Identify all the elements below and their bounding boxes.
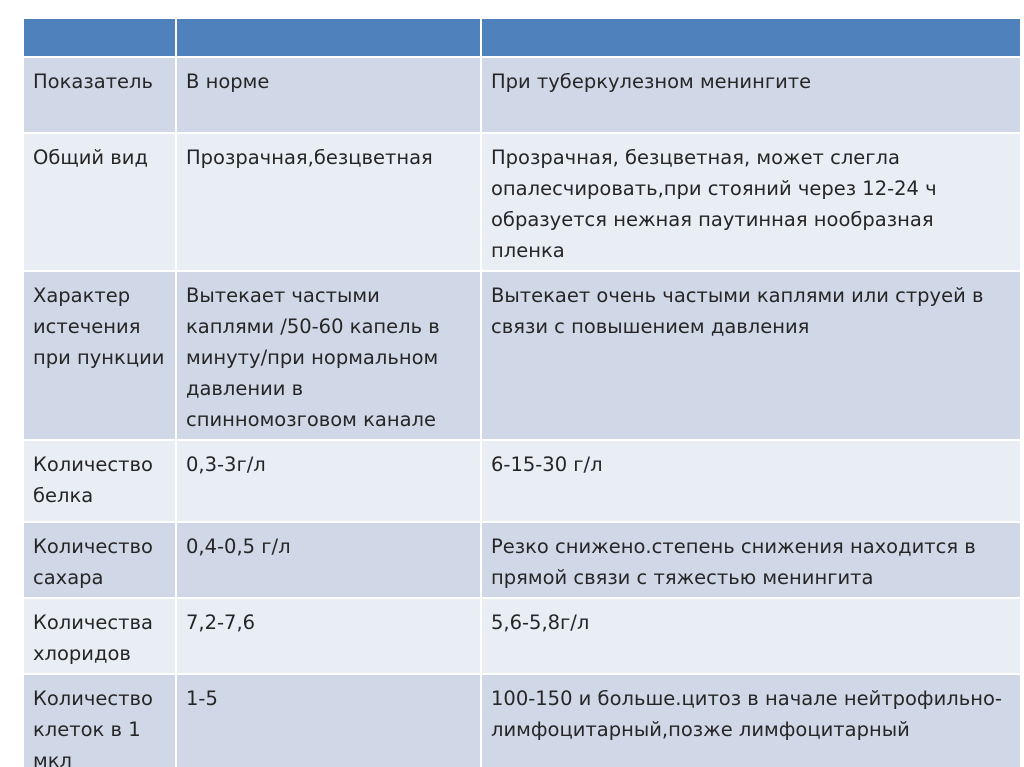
norm-cell: 0,4-0,5 г/л — [176, 522, 481, 598]
indicator-cell: Количество сахара — [23, 522, 176, 598]
norm-cell: 1-5 — [176, 674, 481, 767]
indicator-cell: Показатель — [23, 57, 176, 133]
meningitis-cell: Вытекает очень частыми каплями или струей в связи с повышением давления — [481, 271, 1021, 440]
meningitis-cell: Прозрачная, безцветная, может слегла опалесчировать,при стояний через 12-24 ч образуется нежная паутинная нообразная пленка — [481, 133, 1021, 271]
header-cell — [23, 18, 176, 57]
table-row — [23, 440, 1021, 522]
norm-cell: 0,3-3г/л — [176, 440, 481, 522]
meningitis-cell: 6-15-30 г/л — [481, 440, 1021, 522]
table-header-row — [23, 18, 1021, 57]
header-cell — [176, 18, 481, 57]
table-row — [23, 674, 1021, 767]
indicator-cell: Характер истечения при пункции — [23, 271, 176, 440]
header-cell — [481, 18, 1021, 57]
norm-cell: 7,2-7,6 — [176, 598, 481, 674]
indicator-cell: Общий вид — [23, 133, 176, 271]
table-row — [23, 522, 1021, 598]
table-row — [23, 598, 1021, 674]
indicator-cell: Количество белка — [23, 440, 176, 522]
norm-cell: В норме — [176, 57, 481, 133]
table-row — [23, 271, 1021, 440]
meningitis-cell: Резко снижено.степень снижения находится в прямой связи с тяжестью менингита — [481, 522, 1021, 598]
norm-cell: Прозрачная,безцветная — [176, 133, 481, 271]
meningitis-cell: При туберкулезном менингите — [481, 57, 1021, 133]
meningitis-cell: 100-150 и больше.цитоз в начале нейтрофильно-лимфоцитарный,позже лимфоцитарный — [481, 674, 1021, 767]
table-row — [23, 57, 1021, 133]
meningitis-cell: 5,6-5,8г/л — [481, 598, 1021, 674]
table-row — [23, 133, 1021, 271]
norm-cell: Вытекает частыми каплями /50-60 капель в минуту/при нормальном давлении в спинномозговом канале — [176, 271, 481, 440]
indicator-cell: Количество клеток в 1 мкл — [23, 674, 176, 767]
csf-comparison-table — [22, 17, 1022, 767]
indicator-cell: Количества хлоридов — [23, 598, 176, 674]
